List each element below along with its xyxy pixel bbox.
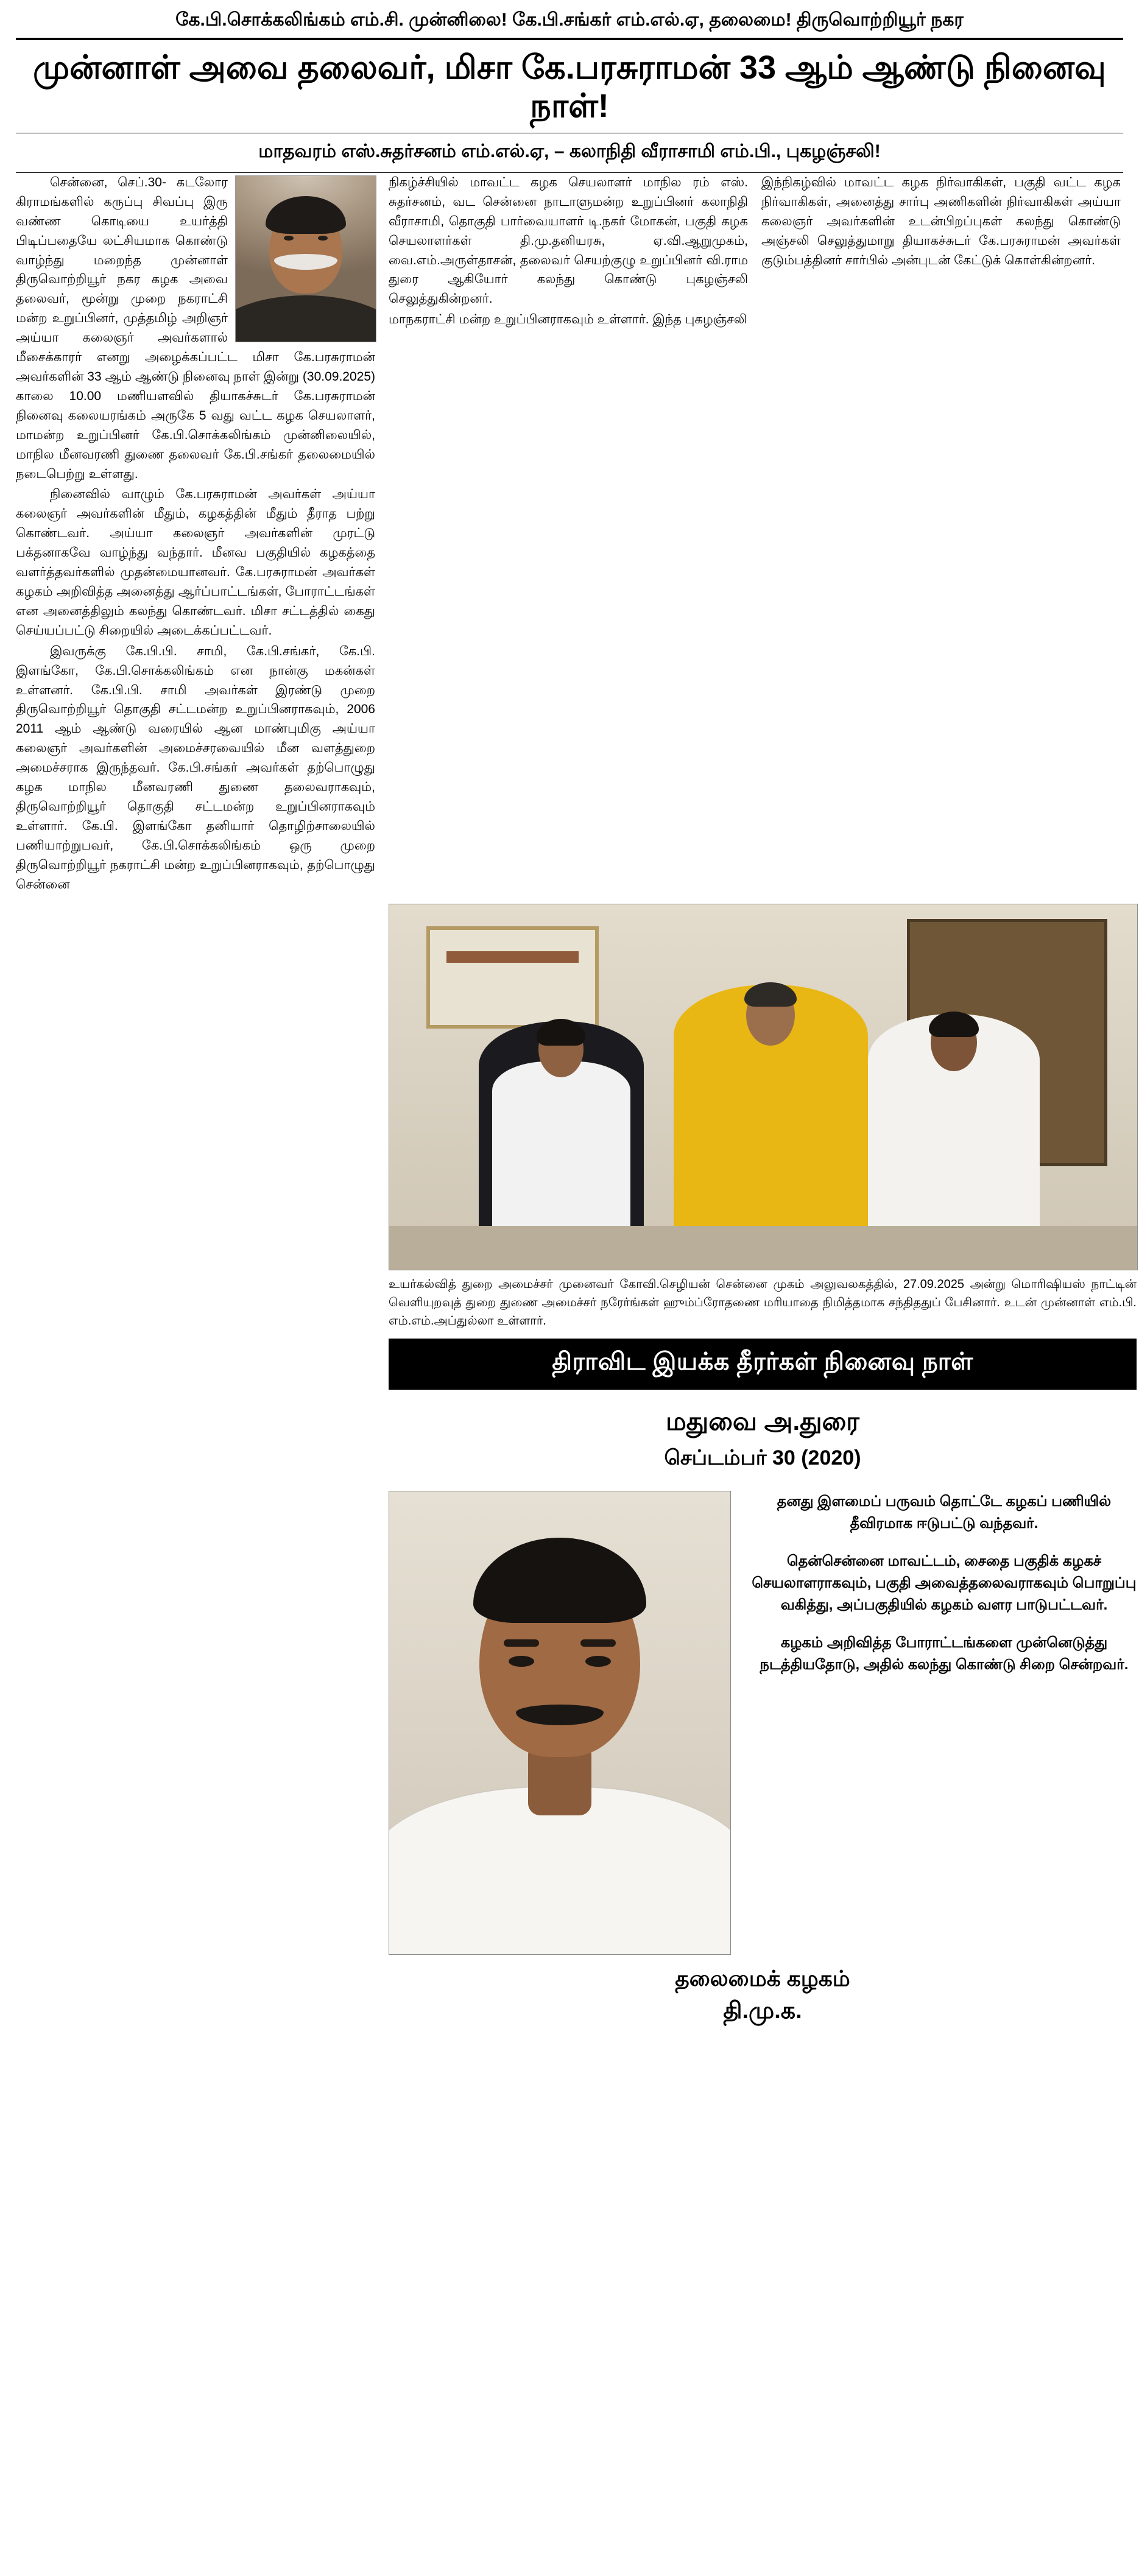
memorial-text — [752, 1491, 1137, 1692]
group-photo-caption: உயர்கல்வித் துறை அமைச்சர் முனைவர் கோவி.செழியன் சென்னை முகம் அலுவலகத்தில், 27.09.2025 அன்று மொரிஷியஸ் நாட்டின் வெளியுறவுத் துறை துணை அமைச்சர் நரேர்ங்கள் ஹும்ப்ரோதணை மரியாதை நிமித்தமாக சந்திததுப் பேசினார். உடன் முன்னாள் எம்.பி. எம்.எம்.அப்துல்லா உள்ளார். — [389, 1278, 1137, 1328]
memorial-banner: திராவிட இயக்க தீரர்கள் நினைவு நாள் — [389, 1339, 1137, 1390]
kicker-line: கே.பி.சொக்கலிங்கம் எம்.சி. முன்னிலை! கே.பி.சங்கர் எம்.எல்.ஏ, தலைமை! திருவொற்றியூர் நகர — [175, 10, 964, 30]
parasuraman-portrait-image — [235, 175, 376, 342]
memorial-footer-line1: தலைமைக் கழகம் — [675, 1965, 850, 1991]
parasuraman-portrait-wrap — [235, 175, 375, 342]
memorial-para-3: கழகம் அறிவித்த போராட்டங்களை முன்னெடுத்து நடத்தியதோடு, அதில் கலந்து கொண்டு சிறை சென்றவர். — [760, 1634, 1129, 1673]
memorial-footer-line2: தி.மு.க. — [723, 1997, 802, 2024]
column-two — [389, 173, 748, 329]
subheadline: மாதவரம் எஸ்.சுதர்சனம் எம்.எல்.ஏ, – கலாநிதி வீராசாமி எம்.பி., புகழஞ்சலி! — [258, 141, 881, 161]
memorial-portrait-image — [389, 1491, 731, 1955]
column-three — [761, 173, 1121, 270]
headline: முன்னாள் அவை தலைவர், மிசா கே.பரசுராமன் 33 ஆம் ஆண்டு நினைவு நாள்! — [33, 49, 1106, 125]
group-photo-image — [389, 904, 1138, 1270]
column-one — [16, 173, 375, 895]
memorial-person-name: மதுவை அ.துரை — [665, 1407, 860, 1436]
memorial-body — [389, 1473, 1137, 1955]
memorial-block — [389, 1390, 1137, 1955]
col2-photo-caption: மாநகராட்சி மன்ற உறுப்பினராகவும் உள்ளார். இந்த புகழஞ்சலி — [389, 312, 747, 327]
memorial-para-1: தனது இளமைப் பருவம் தொட்டே கழகப் பணியில் தீவிரமாக ஈடுபட்டு வந்தவர். — [777, 1493, 1112, 1532]
col1-para-3: இவருக்கு கே.பி.பி. சாமி, கே.பி.சங்கர், கே.பி. இளங்கோ, கே.பி.சொக்கலிங்கம் என நான்கு மகன்கள் உள்ளனர். கே.பி.பி. சாமி அவர்கள் இரண்டு முறை திருவொற்றியூர் தொகுதி சட்டமன்ற உறுப்பினராகவும், 2006 2011 ஆம் ஆண்டு வரையில் ஆன மாண்புமிகு அய்யா கலைஞர் அவர்களின் அமைச்சரவையில் மீன வளத்துறை அமைச்சராக இருந்தவர். கே.பி.சங்கர் அவர்கள் தற்பொழுது கழக மாநில மீனவரணி துணை தலைவராகவும், திருவொற்றியூர் தொகுதி சட்டமன்ற உறுப்பினராகவும் உள்ளார். கே.பி. இளங்கோ தனியார் தொழிற்சாலையில் பணியாற்றுபவர், கே.பி.சொக்கலிங்கம் ஒரு முறை திருவொற்றியூர் நகராட்சி மன்ற உறுப்பினராகவும், தற்பொழுது சென்னை — [16, 644, 375, 892]
col1-para-1: சென்னை, செப்.30- கடலோர கிராமங்களில் கருப்பு சிவப்பு இரு வண்ண கொடியை உயர்த்தி பிடிப்பதையே லட்சியமாக கொண்டு வாழ்ந்து மறைந்த முன்னாள் திருவொற்றியூர் நகர கழக அவை தலைவர், மூன்று முறை நகராட்சி மன்ற உறுப்பினர், முத்தமிழ் அறிஞர் அய்யா கலைஞர் அவர்களால் மீசைக்காரர் எனறு அழைக்கப்பட்ட மிசா கே.பரசுராமன் அவர்களின் 33 ஆம் ஆண்டு நினைவு நாள் இன்று (30.09.2025) காலை 10.00 மணியளவில் தியாகச்சுடர் கே.பரசுராமன் நினைவு கலையரங்கம் அருகே 5 வது வட்ட கழக செயலாளர், மாமன்ற உறுப்பினர் கே.பி.சொக்கலிங்கம் முன்னிலையில், மாநில மீனவரணி துணை தலைவர் கே.பி.சங்கர் தலைமையில் நடைபெற்று உள்ளது. — [16, 175, 375, 481]
group-photo-block — [389, 904, 1137, 1330]
col2-para-1: நிகழ்ச்சியில் மாவட்ட கழக செயலாளர் மாநில ரம் எஸ். சுதர்சனம், வட சென்னை நாடாளுமன்ற உறுப்பினர் கலாநிதி வீராசாமி, தொகுதி பார்வையாளர் டி.நகர் மோகன், பகுதி கழக செயலாளர்கள் தி.மு.தனியரசு, ஏ.வி.ஆறுமுகம், வை.எம்.அருள்தாசன், தலைவர் செயற்குழு உறுப்பினர் வி.ராம துரை ஆகியோர் கலந்து கொண்டு புகழஞ்சலி செலுத்துகின்றனர். — [389, 175, 748, 306]
memorial-para-2: தென்சென்னை மாவட்டம், சைதை பகுதிக் கழகச் செயலாளராகவும், பகுதி அவைத்தலைவராகவும் பொறுப்பு வகித்து, அப்பகுதியில் கழகம் வளர பாடுபட்டவர். — [752, 1552, 1137, 1613]
memorial-date: செப்டம்பர் 30 (2020) — [664, 1446, 861, 1469]
col3-para-1: இந்நிகழ்வில் மாவட்ட கழக நிர்வாகிகள், பகுதி வட்ட கழக நிர்வாகிகள், அனைத்து சார்பு அணிகளின் நிர்வாகிகள் அய்யா கலைஞர் அவர்களின் உடன்பிறப்புகள் கலந்து கொண்டு அஞ்சலி செலுத்துமாறு தியாகச்சுடர் கே.பரசுராமன் அவர்கள் குடும்பத்தினர் சார்பில் அன்புடன் கேட்டுக் கொள்கின்றனர். — [761, 175, 1121, 267]
article-columns — [16, 173, 1123, 895]
col1-para-2: நினைவில் வாழும் கே.பரசுராமன் அவர்கள் அய்யா கலைஞர் அவர்களின் மீதும், கழகத்தின் மீதும் தீராத பற்று கொண்டவர். அய்யா கலைஞர் அவர்களின் முரட்டு பக்தனாகவே வாழ்ந்து வந்தார். மீனவ பகுதியில் கழகத்தை வளர்த்தவர்களில் முதன்மையானவர். கே.பரசுராமன் அவர்கள் கழகம் அறிவித்த அனைத்து ஆர்ப்பாட்டங்கள், போராட்டங்கள் என அனைத்திலும் கலந்து கொண்டவர். மிசா சட்டத்தில் கைது செய்யப்பட்டு சிறையில் அடைக்கப்பட்டவர். — [16, 487, 375, 638]
memorial-footer — [389, 1955, 1137, 2027]
